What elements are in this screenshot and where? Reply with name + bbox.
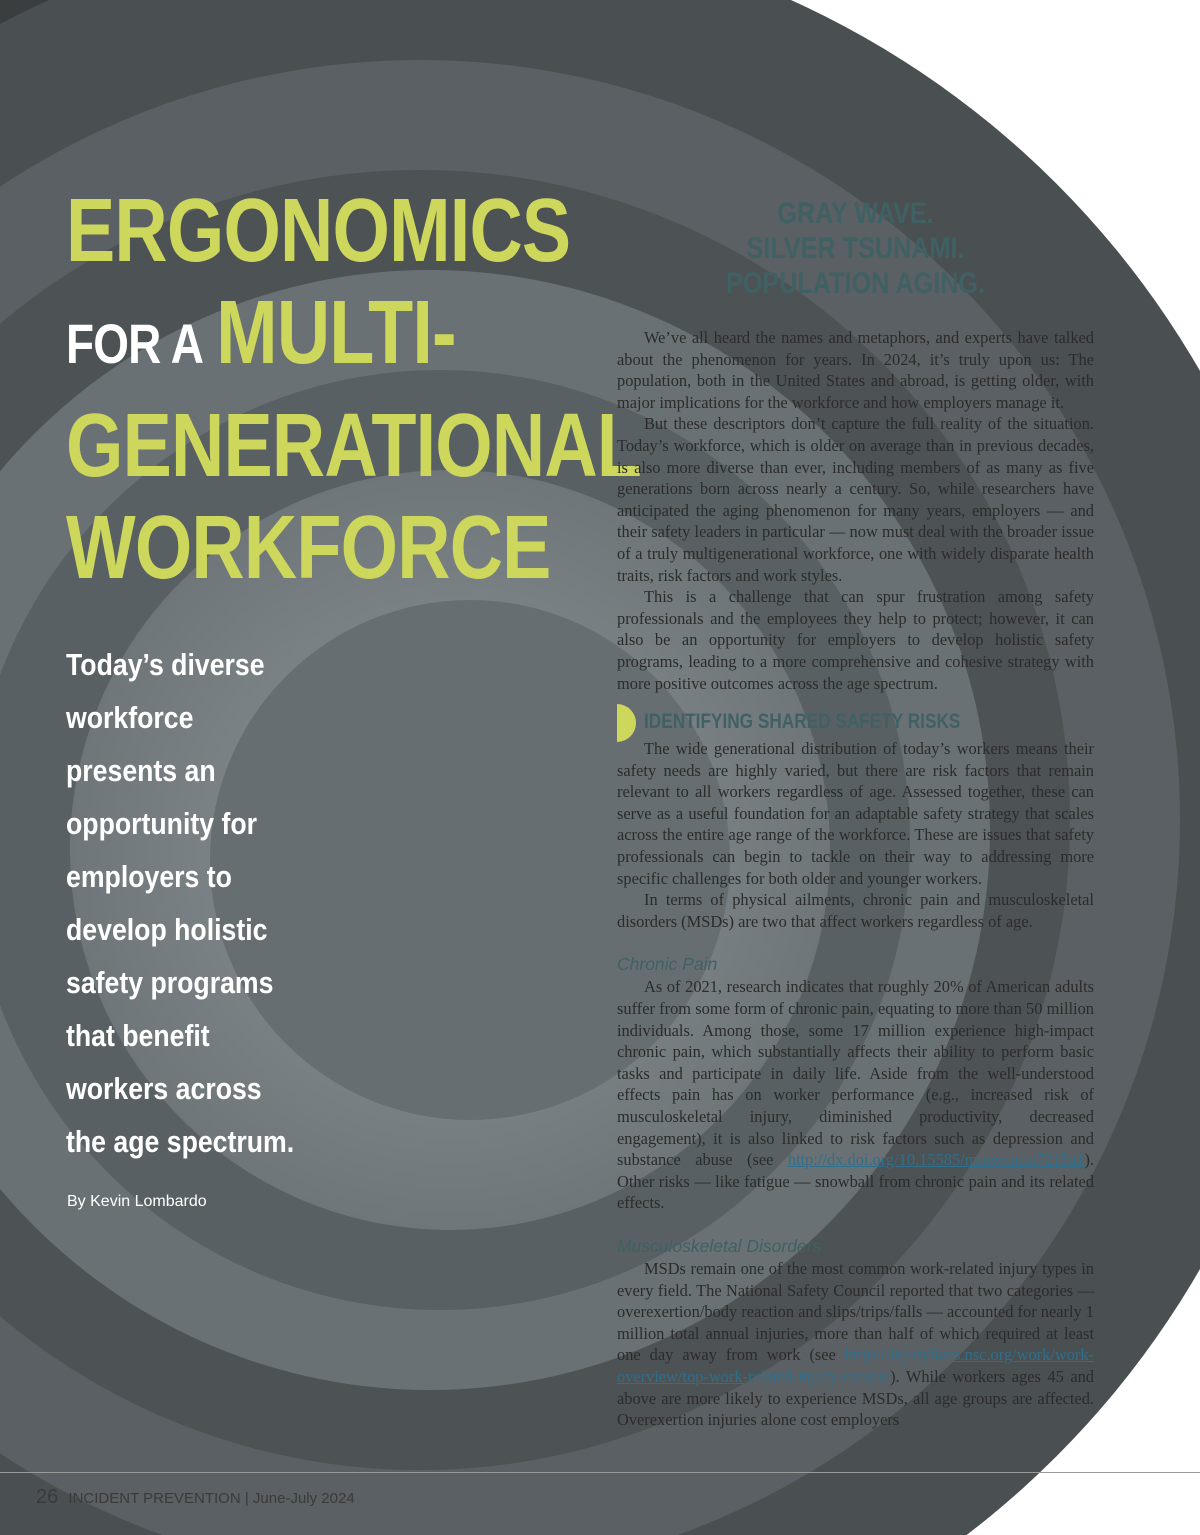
paragraph-text: As of 2021, research indicates that roughly 20% of American adults suffer from some form of chronic pain, equating to more than 50 million individuals. Among those, some 17 million experience high-impact chronic pain, which substantially affects their ability to perform basic tasks and participate in daily life. Aside from the well-understood effects pain has on worker performance (e.g., increased risk of musculoskeletal injury, diminished productivity, decreased engagement), it is also linked to risk factors such as depression and substance abuse (see [617,977,1094,1170]
deck-line: the age spectrum. [66,1124,295,1159]
publication-name: INCIDENT PREVENTION [68,1490,241,1507]
paragraph-text: ). Other risks — like fatigue — snowball from chronic pain and its related effects. [617,1150,1094,1213]
headline [66,180,642,599]
deck-line: employers to [66,859,232,894]
kicker-line: SILVER TSUNAMI. [746,232,965,265]
half-circle-marker-icon [617,704,639,742]
paragraph-msd [617,1258,1094,1431]
paragraph: In terms of physical ailments, chronic pain and musculoskeletal disorders (MSDs) are two that affect workers regardless of age. [617,890,1094,931]
headline-multi: MULTI- [216,283,456,383]
paragraph: The wide generational distribution of today’s workers means their safety needs are highly varied, but there are risk factors that remain relevant to all workers regardless of age. Assessed together, these can serve as a useful foundation for an adaptable safety strategy that scales across the entire age range of the workforce. These are issues that safety professionals can begin to tackle on their way to addressing more specific challenges for both older and younger workers. [617,739,1094,888]
hero-panel [0,0,642,1410]
paragraph-text: ). While workers ages 45 and above are more likely to experience MSDs, all age groups are affected. Overexertion injuries alone cost employers [617,1366,1094,1430]
deck-line: workforce [66,700,194,735]
subheading-chronic-pain: Chronic Pain [617,954,718,975]
footer-rule [0,1472,1200,1473]
article-body [617,196,1094,1431]
paragraph: We’ve all heard the names and metaphors, and experts have talked about the phenomenon for years. In 2024, it’s truly upon us: The population, both in the United States and abroad, is getting older, with major implications for the workforce and how employers manage it. [617,328,1094,412]
subheading-msd: Musculoskeletal Disorders [617,1235,822,1256]
paragraph-chronic-pain [617,976,1094,1214]
paragraph-text: MSDs remain one of the most common work-related injury types in every field. The National Safety Council reported that two categories — overexertion/body reaction and slips/trips/falls — accounted for nearly 1 million total annual injuries, more than half of which required at least one day away from work (see [617,1258,1095,1365]
deck-line: safety programs [66,965,274,1000]
deck-subtitle [66,638,426,1168]
kicker-line: GRAY WAVE. [777,197,934,230]
paragraph: But these descriptors don’t capture the full reality of the situation. Today’s workforce, which is older on average than in previous decades, is also more diverse than ever, including members of as many as five generations born across nearly a century. So, while researchers have anticipated the aging phenomenon for many years, employers — and their safety leaders in particular — now must deal with the broader issue of a truly multigenerational workforce, one with widely disparate health traits, risk factors and work styles. [617,414,1094,585]
section-heading-label: IDENTIFYING SHARED SAFETY RISKS [644,710,961,734]
cdc-reference-link[interactable]: http://dx.doi.org/10.15585/mmwr.mm7215a1 [787,1150,1085,1170]
headline-line-1: ERGONOMICS [66,181,571,281]
deck-line: Today’s diverse [66,647,265,682]
byline: By Kevin Lombardo [67,1193,207,1210]
headline-line-3: GENERATIONAL [66,396,642,496]
headline-line-2 [66,282,476,395]
headline-line-4: WORKFORCE [66,498,551,598]
kicker-line: POPULATION AGING. [725,267,986,300]
deck-line: workers across [66,1071,262,1106]
deck-line: presents an [66,753,216,788]
section-heading [617,708,1094,738]
issue-date: June-July 2024 [252,1490,355,1507]
page-footer [36,1486,355,1509]
nsc-reference-link[interactable]: https://injuryfacts.nsc.org/work/work-overview/top-work-related-injury-causes/ [617,1345,1094,1386]
headline-for-a: FOR A [66,312,204,375]
deck-line: develop holistic [66,912,268,947]
deck-line: opportunity for [66,806,258,841]
kicker-heading [655,196,1056,301]
page-number: 26 [36,1486,59,1508]
deck-line: that benefit [66,1018,210,1053]
footer-separator: | [244,1490,249,1507]
paragraph: This is a challenge that can spur frustration among safety professionals and the employees they help to protect; however, it can also be an opportunity for employers to develop holistic safety programs, leading to a more comprehensive and cohesive strategy with more positive outcomes across the age spectrum. [617,587,1094,693]
